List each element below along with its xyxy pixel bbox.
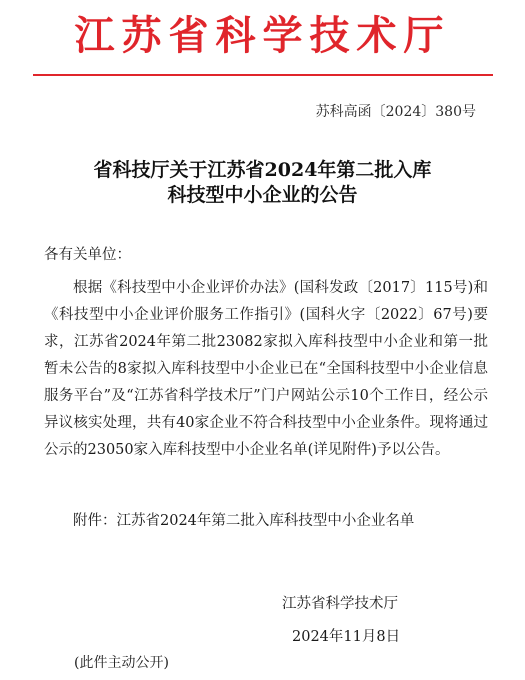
document-number: 苏科高函〔2024〕380号 bbox=[315, 104, 476, 120]
signing-organization: 江苏省科学技术厅 bbox=[282, 596, 398, 612]
title-line-2: 科技型中小企业的公告 bbox=[167, 184, 358, 206]
issue-date: 2024年11月8日 bbox=[292, 629, 401, 645]
body-paragraph: 根据《科技型中小企业评价办法》(国科发政〔2017〕115号)和《科技型中小企业评价服务工作指引》(国科火字〔2022〕67号)要求，江苏省2024年第二批23082家拟入库科技型中小企业和第一批暂未公告的8家拟入库科技型中小企业已在“全国科技型中小企业信息服务平台”及“江苏省科学技术厅”门户网站公示10个工作日，经公示异议核实处理，共有40家企业不符合科技型中小企业条件。现将通过公示的23050家入库科技型中小企业名单(详见附件)予以公告。 bbox=[44, 280, 488, 458]
title-line-1: 省科技厅关于江苏省2024年第二批入库 bbox=[93, 159, 432, 181]
salutation: 各有关单位： bbox=[44, 247, 131, 263]
red-divider-line bbox=[33, 74, 493, 76]
disclosure-note: (此件主动公开) bbox=[74, 655, 169, 671]
attachment-line: 附件：江苏省2024年第二批入库科技型中小企业名单 bbox=[73, 513, 415, 529]
document-title bbox=[0, 158, 525, 208]
issuing-authority-header: 江苏省科学技术厅 bbox=[74, 13, 451, 59]
